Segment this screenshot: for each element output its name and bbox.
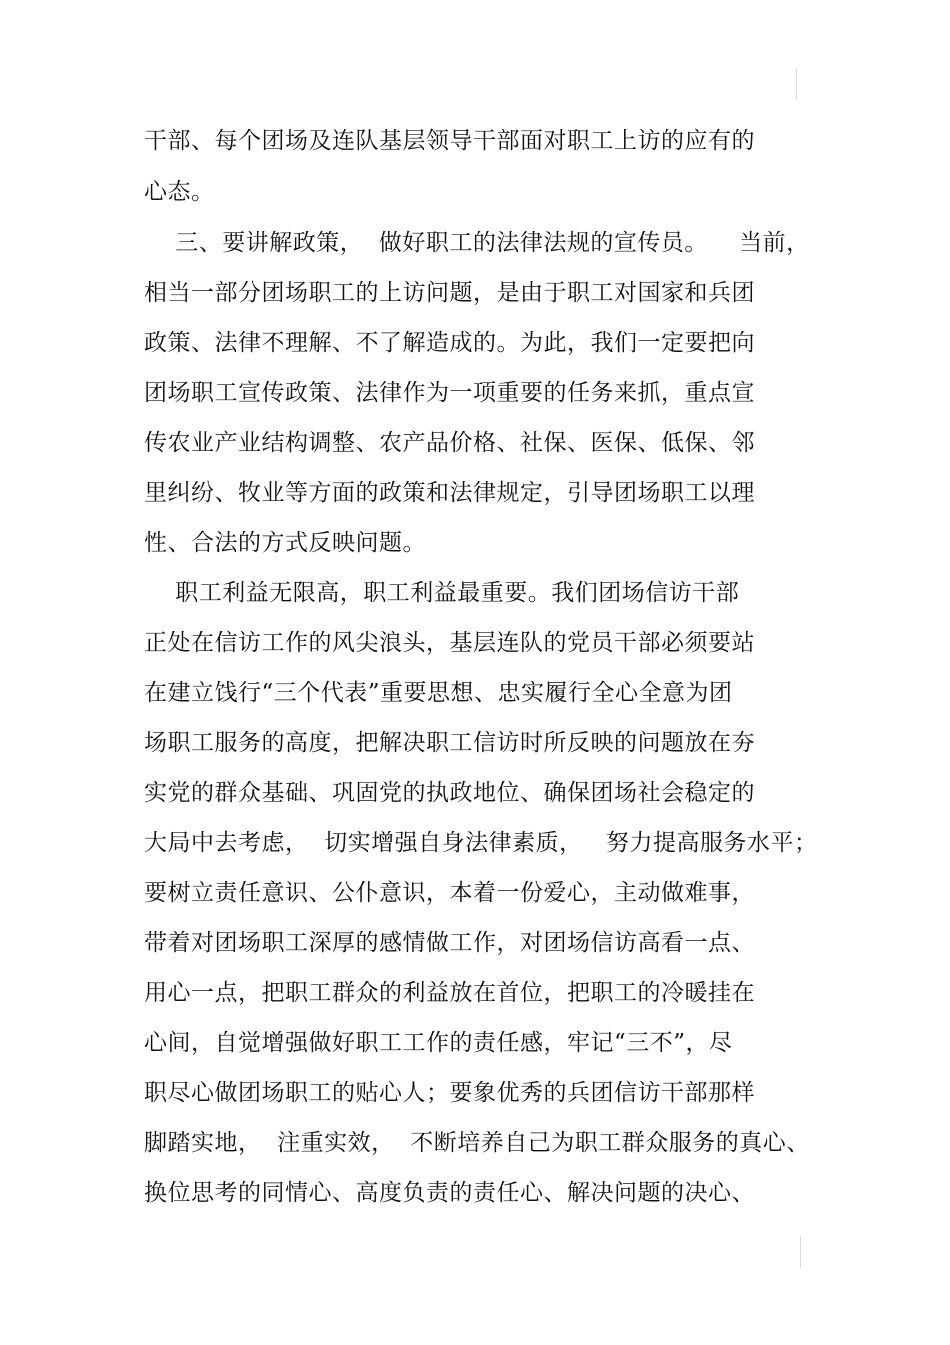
- text-line: 团场职工宣传政策、法律作为一项重要的任务来抓，重点宣: [144, 380, 755, 406]
- text-line: 场职工服务的高度，把解决职工信访时所反映的问题放在夯: [144, 730, 755, 756]
- text-line: 政策、法律不理解、不了解造成的。为此，我们一定要把向: [144, 330, 755, 356]
- text-line: 实党的群众基础、巩固党的执政地位、确保团场社会稳定的: [144, 780, 755, 806]
- text-line: 心态。: [144, 179, 215, 205]
- text-line: 换位思考的同情心、高度负责的责任心、解决问题的决心、: [144, 1180, 755, 1206]
- text-line: 脚踏实地， 注重实效， 不断培养自己为职工群众服务的真心、: [144, 1130, 810, 1156]
- text-line: 大局中去考虑， 切实增强自身法律素质， 努力提高服务水平；: [144, 830, 818, 856]
- text-line: 性、合法的方式反映问题。: [144, 530, 426, 556]
- text-line: 在建立饯行“三个代表”重要思想、忠实履行全心全意为团: [144, 680, 733, 706]
- text-line: 心间，自觉增强做好职工工作的责任感，牢记“三不”，尽: [144, 1030, 733, 1056]
- margin-mark-bottom: [800, 1236, 801, 1268]
- text-line: 正处在信访工作的风尖浪头，基层连队的党员干部必须要站: [144, 630, 755, 656]
- text-line: 里纠纷、牧业等方面的政策和法律规定，引导团场职工以理: [144, 480, 755, 506]
- text-line: 干部、每个团场及连队基层领导干部面对职工上访的应有的: [144, 128, 755, 154]
- text-line: 职工利益无限高，职工利益最重要。我们团场信访干部: [144, 580, 740, 606]
- text-line: 要树立责任意识、公仆意识，本着一份爱心，主动做难事，: [144, 880, 755, 906]
- text-line: 用心一点，把职工群众的利益放在首位，把职工的冷暖挂在: [144, 980, 755, 1006]
- text-line: 三、要讲解政策， 做好职工的法律法规的宣传员。 当前，: [144, 230, 810, 256]
- text-line: 职尽心做团场职工的贴心人；要象优秀的兵团信访干部那样: [144, 1080, 755, 1106]
- text-line: 带着对团场职工深厚的感情做工作，对团场信访高看一点、: [144, 930, 755, 956]
- text-line: 传农业产业结构调整、农产品价格、社保、医保、低保、邻: [144, 430, 755, 456]
- margin-mark-top: [796, 68, 797, 100]
- text-line: 相当一部分团场职工的上访问题，是由于职工对国家和兵团: [144, 280, 755, 306]
